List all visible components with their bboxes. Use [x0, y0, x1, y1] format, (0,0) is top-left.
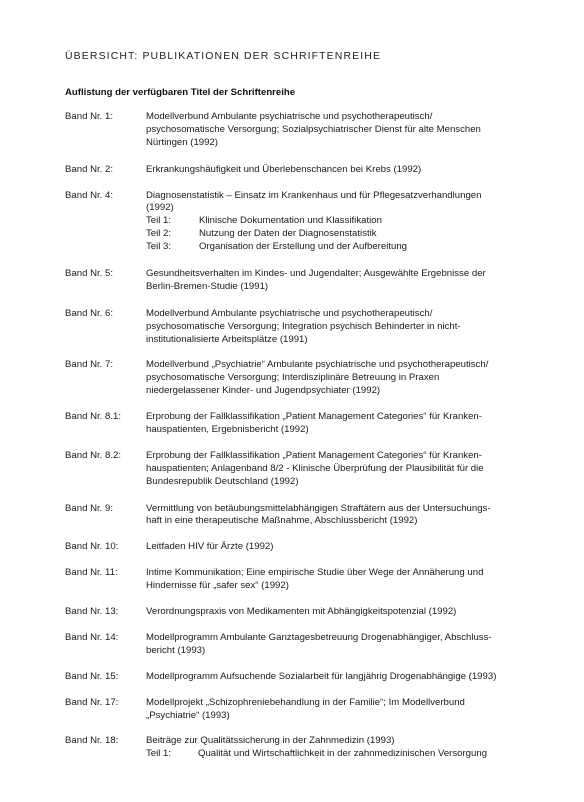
- publication-entry: [65, 697, 525, 723]
- publication-entry: [65, 735, 525, 761]
- volume-title: [146, 503, 525, 529]
- volume-title: [146, 632, 525, 658]
- title-line: Gesundheitsverhalten im Kindes- und Jugendalter; Ausgewählte Ergebnisse der: [146, 268, 486, 280]
- publication-entry: [65, 190, 525, 254]
- volume-number: Band Nr. 9:: [65, 502, 113, 514]
- volume-number: Band Nr. 13:: [65, 606, 119, 618]
- volume-number: Band Nr. 4:: [65, 189, 113, 201]
- title-line: Diagnosenstatistik – Einsatz im Krankenhaus und für Pflegesatzverhandlungen: [146, 189, 482, 201]
- part-number: Teil 1:: [146, 748, 172, 760]
- title-line: psychosomatische Versorgung; Integration psychisch Behinderter in nicht-: [146, 320, 461, 332]
- title-line: „Psychiatrie“ (1993): [146, 709, 230, 721]
- title-line: Vermittlung von betäubungsmittelabhängigen Straftätern aus der Untersuchungs-: [146, 502, 491, 514]
- title-line: bericht (1993): [146, 644, 206, 656]
- title-line: Verordnungspraxis von Medikamenten mit Abhängigkeitspotenzial (1992): [146, 606, 457, 618]
- title-line: Beiträge zur Qualitätssicherung in der Zahnmedizin (1993): [146, 735, 395, 747]
- title-line: Erprobung der Fallklassifikation „Patient Management Categories“ für Kranken-: [146, 449, 482, 461]
- volume-title: [146, 308, 525, 347]
- volume-number: Band Nr. 15:: [65, 670, 119, 682]
- part-title: Nutzung der Daten der Diagnosenstatistik: [199, 228, 377, 240]
- title-line: niedergelassener Kinder- und Jugendpsychiater (1992): [146, 385, 381, 397]
- volume-number: Band Nr. 11:: [65, 567, 118, 579]
- title-line: haft in eine therapeutische Maßnahme, Abschlussbericht (1992): [146, 515, 418, 527]
- title-line: Modellprojekt „Schizophreniebehandlung in der Familie“; Im Modellverbund: [146, 696, 465, 708]
- title-line: Modellverbund „Psychiatrie“ Ambulante psychiatrische und psychotherapeutisch/: [146, 359, 489, 371]
- volume-title: [146, 606, 525, 619]
- volume-number: Band Nr. 1:: [65, 111, 113, 122]
- publication-entry: [65, 606, 525, 619]
- title-line: (1992): [146, 202, 174, 214]
- volume-title: [146, 541, 525, 554]
- part-title: Klinische Dokumentation und Klassifikation: [199, 215, 382, 227]
- volume-number: Band Nr. 17:: [65, 696, 119, 708]
- publication-entry: [65, 268, 525, 294]
- title-line: hauspatienten, Ergebnisbericht (1992): [146, 424, 309, 436]
- title-line: Hindernisse für „safer sex“ (1992): [146, 580, 289, 592]
- title-line: Erkrankungshäufigkeit und Überlebenschancen bei Krebs (1992): [146, 163, 422, 175]
- part-title: Organisation der Erstellung und der Aufbereitung: [199, 241, 407, 253]
- part-number: Teil 3:: [146, 241, 172, 253]
- publication-entry: [65, 541, 525, 554]
- volume-part: [146, 215, 525, 228]
- volume-title: [146, 567, 525, 593]
- page-heading: ÜBERSICHT: PUBLIKATIONEN DER SCHRIFTENREIHE: [65, 50, 382, 62]
- volume-number: Band Nr. 5:: [65, 268, 113, 280]
- title-line: Leitfaden HIV für Ärzte (1992): [146, 541, 274, 553]
- part-number: Teil 2:: [146, 228, 172, 240]
- volume-title: [146, 735, 525, 761]
- title-line: hauspatienten; Anlagenband 8/2 - Klinische Überprüfung der Plausibilität für die: [146, 462, 484, 474]
- publication-entry: [65, 308, 525, 347]
- volume-part: [146, 748, 525, 761]
- volume-title: [146, 697, 525, 723]
- volume-title: [146, 671, 525, 684]
- publication-entry: [65, 111, 525, 150]
- title-line: Erprobung der Fallklassifikation „Patient Management Categories“ für Kranken-: [146, 411, 482, 423]
- publication-entry: [65, 411, 525, 437]
- title-line: psychosomatische Versorgung; Sozialpsychiatrischer Dienst für alte Menschen: [146, 123, 481, 135]
- volume-number: Band Nr. 8.1:: [65, 411, 121, 423]
- title-line: Modellverbund Ambulante psychiatrische und psychotherapeutisch/: [146, 307, 433, 319]
- volume-part: [146, 241, 525, 254]
- volume-title: [146, 411, 525, 437]
- volume-title: [146, 190, 525, 254]
- volume-number: Band Nr. 18:: [65, 735, 119, 747]
- title-line: Modellverbund Ambulante psychiatrische und psychotherapeutisch/: [146, 111, 433, 122]
- volume-title: [146, 450, 525, 489]
- publication-entry: [65, 359, 525, 398]
- publication-entry: [65, 503, 525, 529]
- title-line: Modellprogramm Ambulante Ganztagesbetreuung Drogenabhängiger, Abschluss-: [146, 631, 492, 643]
- volume-number: Band Nr. 2:: [65, 163, 113, 175]
- volume-number: Band Nr. 6:: [65, 307, 113, 319]
- volume-title: [146, 268, 525, 294]
- publication-entry: [65, 632, 525, 658]
- part-number: Teil 1:: [146, 215, 172, 227]
- volume-number: Band Nr. 14:: [65, 631, 119, 643]
- title-line: Nürtingen (1992): [146, 136, 218, 148]
- title-line: psychosomatische Versorgung; Interdisziplinäre Betreuung in Praxen: [146, 372, 440, 384]
- volume-number: Band Nr. 10:: [65, 541, 119, 553]
- publication-entry: [65, 671, 525, 684]
- title-line: Bundesrepublik Deutschland (1992): [146, 475, 299, 487]
- volume-title: [146, 359, 525, 398]
- volume-number: Band Nr. 8.2:: [65, 449, 121, 461]
- volume-title: [146, 111, 525, 150]
- volume-part: [146, 228, 525, 241]
- title-line: Intime Kommunikation; Eine empirische Studie über Wege der Annäherung und: [146, 567, 484, 579]
- title-line: institutionalisierte Arbeitsplätze (1991): [146, 333, 308, 345]
- title-line: Modellprogramm Aufsuchende Sozialarbeit für langjährig Drogenabhängige (1993): [146, 670, 497, 682]
- volume-number: Band Nr. 7:: [65, 359, 113, 371]
- section-subheading: Auflistung der verfügbaren Titel der Schriftenreihe: [65, 87, 296, 98]
- publication-entry: [65, 567, 525, 593]
- volume-title: [146, 164, 525, 177]
- publication-list: [65, 111, 525, 761]
- part-title: Qualität und Wirtschaftlichkeit in der zahnmedizinischen Versorgung: [198, 748, 488, 760]
- publication-entry: [65, 450, 525, 489]
- title-line: Berlin-Bremen-Studie (1991): [146, 280, 269, 292]
- publication-entry: [65, 164, 525, 177]
